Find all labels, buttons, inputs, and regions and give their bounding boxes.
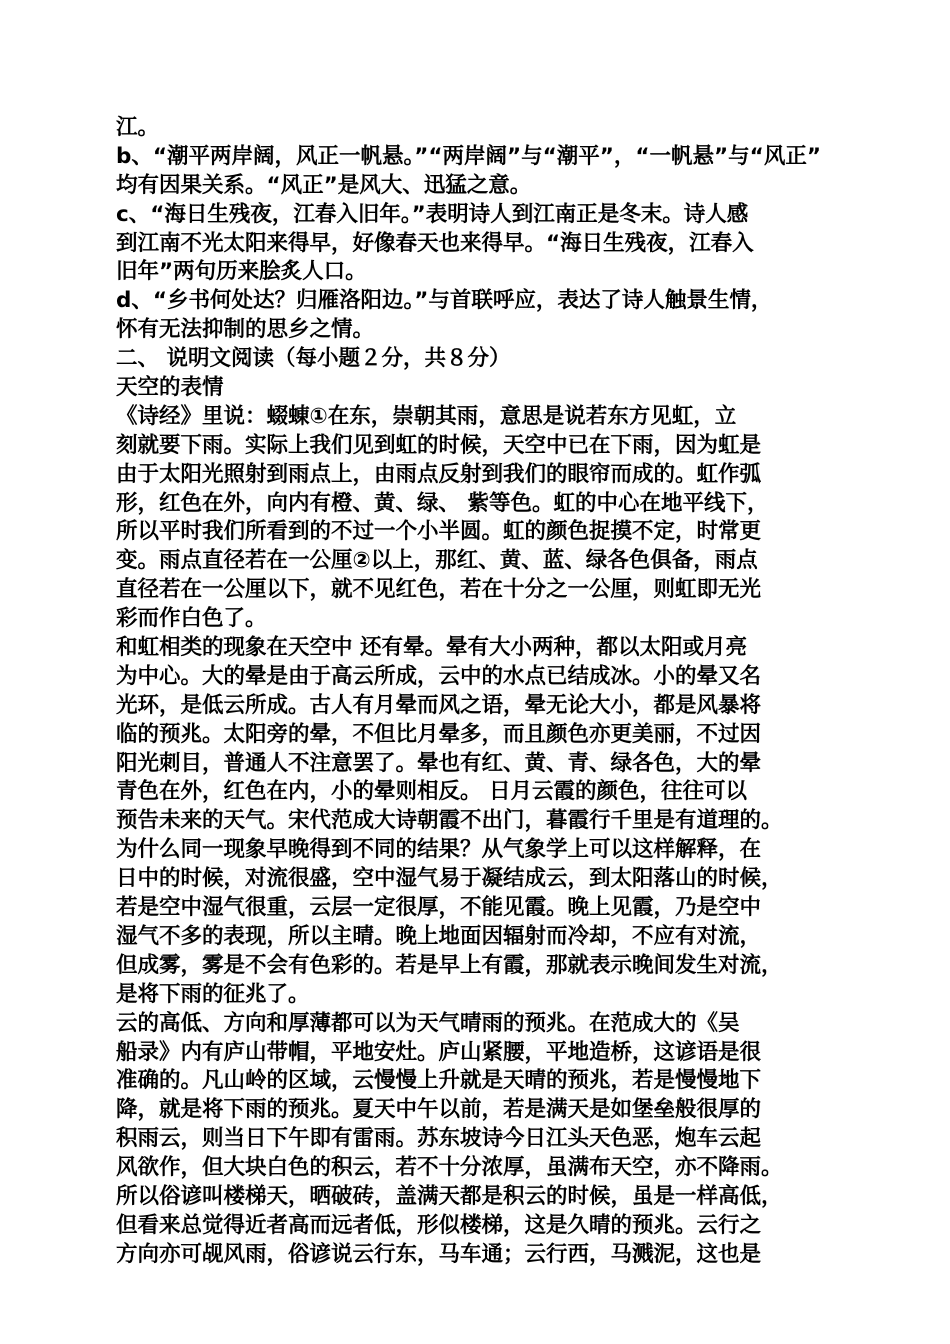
text-line: 《诗经》里说：蝃蝀①在东，崇朝其雨，意思是说若东方见虹，立 (116, 403, 737, 429)
text-line: 所以平时我们所看到的不过一个小半圆。虹的颜色捉摸不定，时常更 (116, 519, 762, 545)
text-line: 云的高低、方向和厚薄都可以为天气晴雨的预兆。在范成大的《吴 (116, 1010, 740, 1036)
text-line: 湿气不多的表现，所以主晴。晚上地面因辐射而冷却，不应有对流， (116, 923, 762, 949)
text-line: 二、 说明文阅读（每小题２分，共８分） (116, 346, 511, 372)
text-line: c、“海日生残夜，江春入旧年。”表明诗人到江南正是冬末。诗人感 (116, 201, 749, 227)
text-line: 临的预兆。太阳旁的晕，不但比月晕多，而且颜色亦更美丽，不过因 (116, 721, 762, 747)
text-line: 阳光刺目，普通人不注意罢了。晕也有红、黄、青、绿各色，大的晕 (116, 750, 762, 776)
text-line: 降，就是将下雨的预兆。夏天中午以前，若是满天是如堡垒般很厚的 (116, 1097, 762, 1123)
text-line: 光环，是低云所成。古人有月晕而风之语，晕无论大小，都是风暴将 (116, 692, 762, 718)
text-line: 船录》内有庐山带帽，平地安灶。庐山紧腰，平地造桥，这谚语是很 (116, 1039, 762, 1065)
text-line: 是将下雨的征兆了。 (116, 981, 310, 1007)
text-line: 刻就要下雨。实际上我们见到虹的时候，天空中已在下雨，因为虹是 (116, 432, 762, 458)
text-line: 均有因果关系。“风正”是风大、迅猛之意。 (116, 172, 532, 198)
document-body (116, 114, 851, 1270)
text-line: 所以俗谚叫楼梯天，晒破砖，盖满天都是积云的时候，虽是一样高低， (116, 1183, 783, 1209)
text-line: 方向亦可觇风雨，俗谚说云行东，马车通；云行西，马溅泥，这也是 (116, 1241, 762, 1267)
text-line: 和虹相类的现象在天空中 还有晕。晕有大小两种，都以太阳或月亮 (116, 635, 747, 661)
text-line: 到江南不光太阳来得早，好像春天也来得早。“海日生残夜，江春入 (116, 230, 754, 256)
text-line: 但成雾，雾是不会有色彩的。若是早上有霞，那就表示晚间发生对流， (116, 952, 783, 978)
text-line: d、“乡书何处达？归雁洛阳边。”与首联呼应，表达了诗人触景生情， (116, 288, 773, 314)
text-line: 预告未来的天气。宋代范成大诗朝霞不出门，暮霞行千里是有道理的。 (116, 808, 783, 834)
text-line: 变。雨点直径若在一公厘②以上，那红、黄、蓝、绿各色俱备，雨点 (116, 548, 758, 574)
text-line: 青色在外，红色在内，小的晕则相反。 日月云霞的颜色，往往可以 (116, 779, 747, 805)
text-line: 江。 (116, 115, 160, 140)
text-line: 旧年”两句历来脍炙人口。 (116, 259, 367, 285)
text-line: 形，红色在外，向内有橙、黄、绿、 紫等色。虹的中心在地平线下， (116, 490, 769, 516)
text-line: 直径若在一公厘以下，就不见红色，若在十分之一公厘，则虹即无光 (116, 577, 762, 603)
text-line: 由于太阳光照射到雨点上，由雨点反射到我们的眼帘而成的。虹作弧 (116, 461, 762, 487)
text-line: 准确的。凡山岭的区域，云慢慢上升就是天晴的预兆，若是慢慢地下 (116, 1068, 762, 1094)
text-line: 为什么同一现象早晚得到不同的结果？从气象学上可以这样解释，在 (116, 837, 762, 863)
text-line: 风欲作，但大块白色的积云，若不十分浓厚，虽满布天空，亦不降雨。 (116, 1155, 783, 1181)
text-line: 彩而作白色了。 (116, 606, 267, 632)
text-line: 怀有无法抑制的思乡之情。 (116, 317, 375, 343)
text-line: 但看来总觉得近者高而远者低，形似楼梯，这是久晴的预兆。云行之 (116, 1212, 762, 1238)
text-line: 天空的表情 (116, 375, 224, 401)
text-line: 日中的时候，对流很盛，空中湿气易于凝结成云，到太阳落山的时候， (116, 866, 783, 892)
text-line: 为中心。大的晕是由于高云所成，云中的水点已结成冰。小的晕又名 (116, 663, 762, 689)
text-line: 积雨云，则当日下午即有雷雨。苏东坡诗今日江头天色恶，炮车云起 (116, 1126, 762, 1152)
text-line: b、“潮平两岸阔，风正一帆悬。”“两岸阔”与“潮平”，“一帆悬”与“风正” (116, 143, 821, 169)
text-line: 若是空中湿气很重，云层一定很厚，不能见霞。晚上见霞，乃是空中 (116, 895, 762, 921)
